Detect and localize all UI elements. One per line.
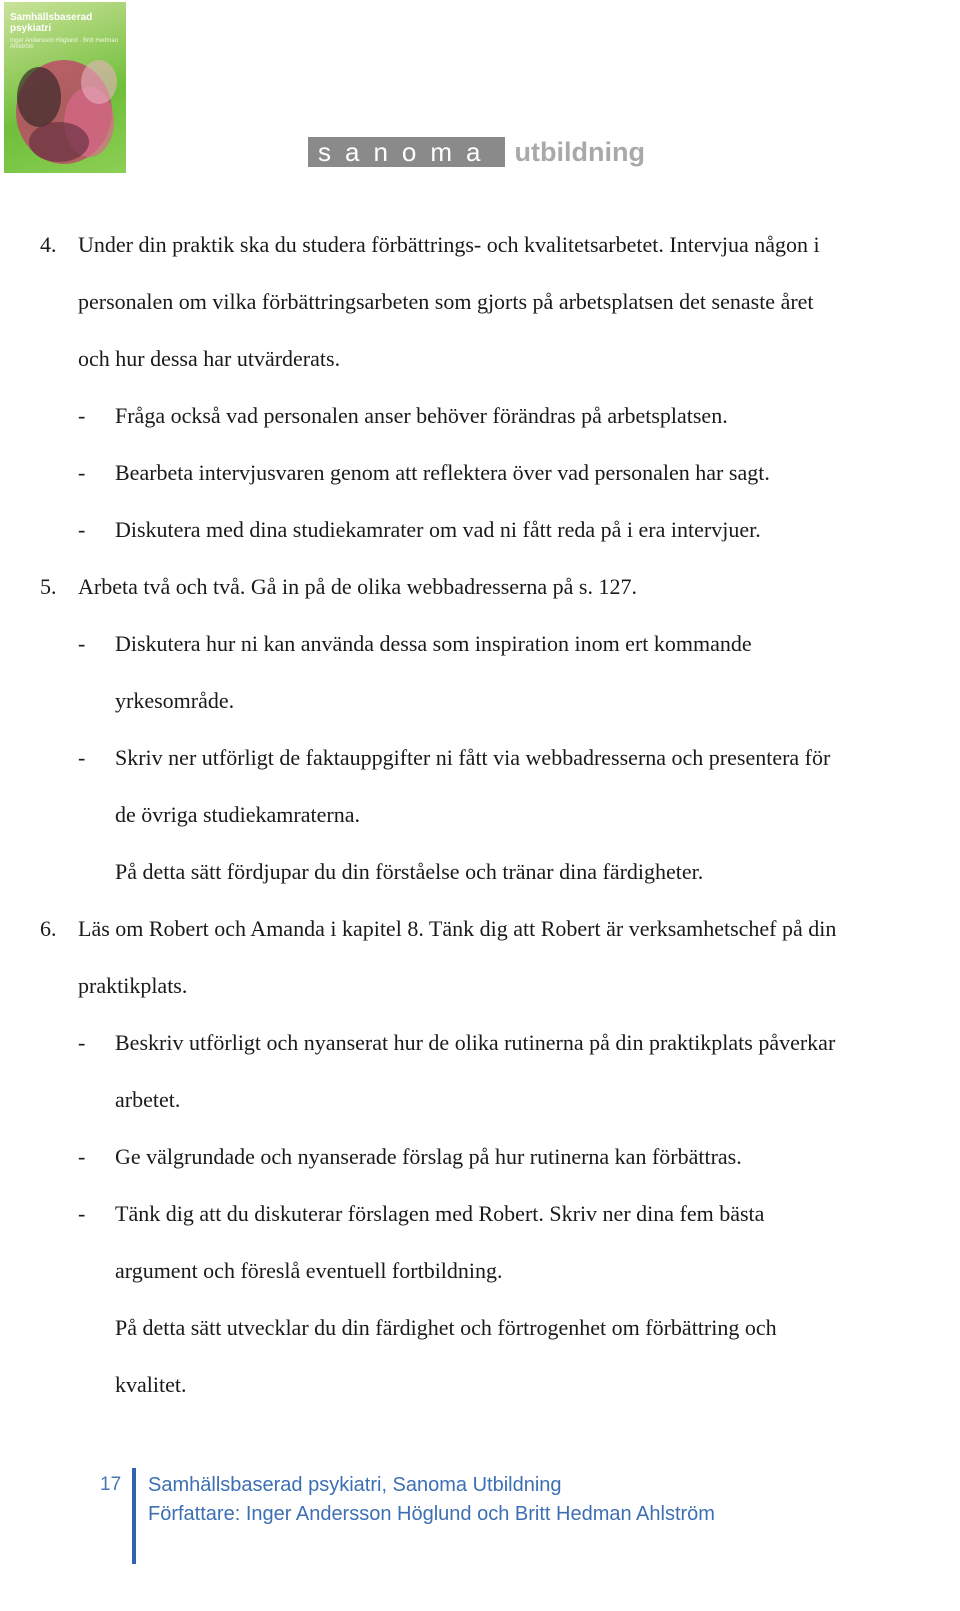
page-number: 17 — [100, 1474, 122, 1495]
line-text: Fråga också vad personalen anser behöver förändras på arbetsplatsen. — [115, 403, 728, 428]
text-line — [0, 330, 960, 387]
footer-divider — [132, 1468, 136, 1564]
text-line — [0, 216, 960, 273]
text-line — [0, 957, 960, 1014]
line-text: kvalitet. — [115, 1372, 187, 1397]
text-line — [0, 1128, 960, 1185]
bullet-dash: - — [78, 517, 86, 542]
text-line — [0, 1242, 960, 1299]
line-text: Under din praktik ska du studera förbättrings- och kvalitetsarbetet. Intervjua någon i — [78, 232, 820, 257]
bullet-dash: - — [78, 1144, 86, 1169]
text-line — [0, 501, 960, 558]
list-number: 5. — [40, 574, 57, 599]
text-line — [0, 729, 960, 786]
bullet-dash: - — [78, 460, 86, 485]
line-text: personalen om vilka förbättringsarbeten som gjorts på arbetsplatsen det senaste året — [78, 289, 814, 314]
text-line — [0, 672, 960, 729]
text-line — [0, 843, 960, 900]
logo-box-text: sanoma — [308, 137, 505, 167]
cover-title: Samhällsbaserad psykiatri — [10, 12, 93, 34]
text-line — [0, 786, 960, 843]
line-text: Diskutera med dina studiekamrater om vad ni fått reda på i era intervjuer. — [115, 517, 761, 542]
line-text: På detta sätt utvecklar du din färdighet och förtrogenhet om förbättring och — [115, 1315, 777, 1340]
bullet-dash: - — [78, 745, 86, 770]
line-text: Skriv ner utförligt de faktauppgifter ni fått via webbadresserna och presentera för — [115, 745, 831, 770]
line-text: Beskriv utförligt och nyanserat hur de olika rutinerna på din praktikplats påverkar — [115, 1030, 836, 1055]
text-line — [0, 900, 960, 957]
list-number: 4. — [40, 232, 57, 257]
list-number: 6. — [40, 916, 57, 941]
text-line — [0, 615, 960, 672]
line-text: Läs om Robert och Amanda i kapitel 8. Tänk dig att Robert är verksamhetschef på din — [78, 916, 837, 941]
text-line — [0, 1071, 960, 1128]
line-text: argument och föreslå eventuell fortbildning. — [115, 1258, 503, 1283]
text-line — [0, 1299, 960, 1356]
book-cover — [4, 2, 126, 173]
text-line — [0, 273, 960, 330]
line-text: Arbeta två och två. Gå in på de olika webbadresserna på s. 127. — [78, 574, 637, 599]
text-line — [0, 1185, 960, 1242]
line-text: och hur dessa har utvärderats. — [78, 346, 341, 371]
bullet-dash: - — [78, 403, 86, 428]
line-text: Ge välgrundade och nyanserade förslag på hur rutinerna kan förbättras. — [115, 1144, 742, 1169]
line-text: de övriga studiekamraterna. — [115, 802, 360, 827]
bullet-dash: - — [78, 631, 86, 656]
text-line — [0, 387, 960, 444]
bullet-dash: - — [78, 1201, 86, 1226]
line-text: arbetet. — [115, 1087, 181, 1112]
bullet-dash: - — [78, 1030, 86, 1055]
text-line — [0, 1356, 960, 1413]
footer-book-title: Samhällsbaserad psykiatri, Sanoma Utbildning — [148, 1474, 562, 1496]
publisher-logo — [308, 136, 645, 168]
line-text: yrkesområde. — [115, 688, 235, 713]
cover-subtitle: Inger Andersson Höglund · Britt Hedman Ahlström — [10, 38, 119, 50]
line-text: Bearbeta intervjusvaren genom att reflektera över vad personalen har sagt. — [115, 460, 770, 485]
footer-authors: Författare: Inger Andersson Höglund och Britt Hedman Ahlström — [148, 1503, 715, 1525]
line-text: Diskutera hur ni kan använda dessa som inspiration inom ert kommande — [115, 631, 752, 656]
text-line — [0, 1014, 960, 1071]
line-text: praktikplats. — [78, 973, 188, 998]
line-text: På detta sätt fördjupar du din förståelse och tränar dina färdigheter. — [115, 859, 704, 884]
text-line — [0, 444, 960, 501]
text-line — [0, 558, 960, 615]
logo-text: utbildning — [514, 136, 645, 167]
line-text: Tänk dig att du diskuterar förslagen med Robert. Skriv ner dina fem bästa — [115, 1201, 765, 1226]
